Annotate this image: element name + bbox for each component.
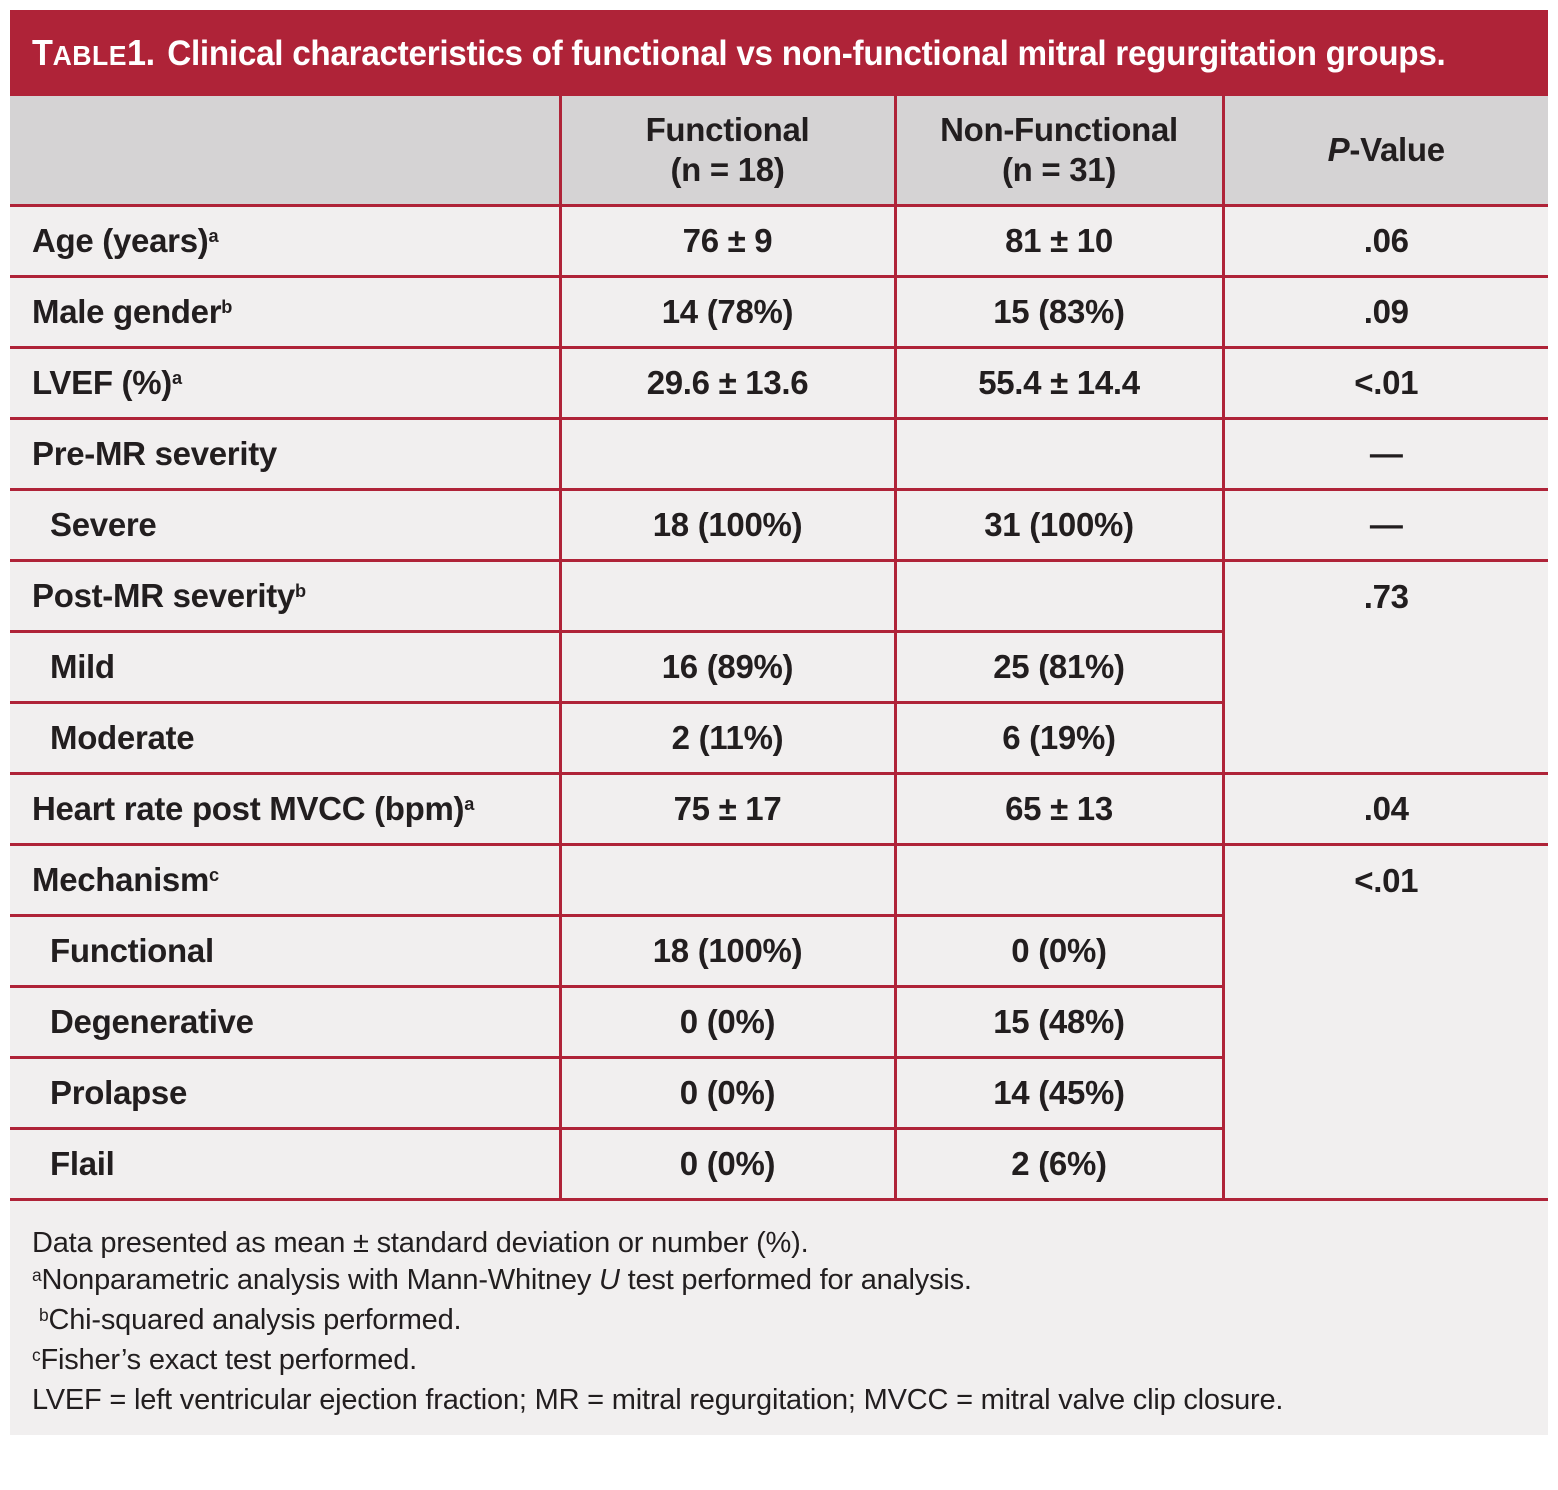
row-label-sup: b [294, 581, 306, 602]
row-label [10, 986, 560, 1057]
cell-functional [560, 418, 895, 489]
row-label [10, 418, 560, 489]
row-label-sup: a [464, 794, 475, 815]
title-table-number: 1. [126, 32, 155, 73]
cell-functional [560, 844, 895, 915]
column-header-functional [560, 96, 895, 205]
footnote-sup: b [39, 1304, 49, 1325]
row-label-text: Moderate [50, 718, 195, 756]
cell-p-value-merged: <.01 [1223, 844, 1548, 1199]
row-label-text: Age (years) [32, 221, 209, 259]
cell-functional: 2 (11%) [560, 702, 895, 773]
table-row-mechanism [10, 844, 1548, 915]
row-label-text: Severe [50, 505, 157, 543]
cell-non-functional: 25 (81%) [895, 631, 1223, 702]
column-header-row [10, 96, 1548, 205]
cell-non-functional: 31 (100%) [895, 489, 1223, 560]
footnote-fishers [32, 1342, 1528, 1382]
p-value-italic-p: P [1327, 130, 1350, 168]
column-header-p-value [1223, 96, 1548, 205]
row-label [10, 205, 560, 276]
cell-non-functional [895, 418, 1223, 489]
row-label [10, 489, 560, 560]
footnote-text: Fisher’s exact test performed. [40, 1343, 418, 1376]
cell-functional: 0 (0%) [560, 986, 895, 1057]
row-label-text: Mild [50, 647, 115, 685]
footnote-text: Data presented as mean ± standard deviation or number (%). [32, 1226, 809, 1259]
row-label-text: Degenerative [50, 1002, 254, 1040]
footnote-abbreviations [32, 1382, 1528, 1419]
cell-functional: 76 ± 9 [560, 205, 895, 276]
table-row-pre-mr-severity [10, 418, 1548, 489]
column-header-functional-n: (n = 18) [670, 150, 785, 188]
row-label-sup: c [209, 865, 219, 886]
table-row-post-mr-severity [10, 560, 1548, 631]
footnote-data-presented [32, 1225, 1528, 1262]
row-label-text: Prolapse [50, 1073, 187, 1111]
table-row-heart-rate [10, 773, 1548, 844]
row-label-text: Flail [50, 1144, 115, 1182]
row-label [10, 560, 560, 631]
footnote-nonparametric [32, 1262, 1528, 1302]
title-text: Clinical characteristics of functional vs non-functional mitral regurgitation groups. [167, 34, 1446, 73]
cell-functional: 18 (100%) [560, 915, 895, 986]
cell-p-value: .06 [1223, 205, 1548, 276]
cell-p-value-merged: .73 [1223, 560, 1548, 773]
clinical-table [10, 96, 1548, 1201]
footnote-chi-squared [32, 1302, 1528, 1342]
cell-functional: 29.6 ± 13.6 [560, 347, 895, 418]
row-label [10, 631, 560, 702]
row-label-text: Male gender [32, 292, 222, 330]
column-header-functional-name: Functional [645, 110, 810, 148]
cell-p-value: <.01 [1223, 347, 1548, 418]
cell-non-functional: 14 (45%) [895, 1057, 1223, 1128]
footnote-sup: a [32, 1264, 42, 1285]
footnote-sup: c [32, 1344, 41, 1365]
cell-functional: 18 (100%) [560, 489, 895, 560]
footnote-text: LVEF = left ventricular ejection fraction; MR = mitral regurgitation; MVCC = mitral valve clip closure. [32, 1383, 1284, 1416]
footnotes [10, 1201, 1548, 1435]
cell-non-functional: 2 (6%) [895, 1128, 1223, 1199]
row-label [10, 1057, 560, 1128]
row-label [10, 915, 560, 986]
cell-functional: 14 (78%) [560, 276, 895, 347]
column-header-empty [10, 96, 560, 205]
cell-functional [560, 560, 895, 631]
cell-non-functional [895, 844, 1223, 915]
cell-functional: 16 (89%) [560, 631, 895, 702]
table-row-male-gender [10, 276, 1548, 347]
row-label-sup: b [221, 297, 233, 318]
cell-non-functional: 6 (19%) [895, 702, 1223, 773]
cell-p-value: — [1223, 489, 1548, 560]
cell-p-value: .04 [1223, 773, 1548, 844]
cell-non-functional: 65 ± 13 [895, 773, 1223, 844]
row-label-sup: a [208, 226, 219, 247]
row-label-text: Functional [50, 931, 214, 969]
table-container [10, 10, 1548, 1435]
cell-non-functional [895, 560, 1223, 631]
cell-non-functional: 15 (48%) [895, 986, 1223, 1057]
row-label-text: LVEF (%) [32, 363, 172, 401]
footnote-text: Chi-squared analysis performed. [48, 1303, 462, 1336]
footnote-italic-u: U [599, 1263, 620, 1296]
cell-functional: 0 (0%) [560, 1057, 895, 1128]
row-label-text: Heart rate post MVCC (bpm) [32, 789, 465, 827]
column-header-non-functional-n: (n = 31) [1001, 150, 1117, 188]
row-label [10, 844, 560, 915]
cell-non-functional: 81 ± 10 [895, 205, 1223, 276]
cell-functional: 75 ± 17 [560, 773, 895, 844]
cell-functional: 0 (0%) [560, 1128, 895, 1199]
cell-non-functional: 15 (83%) [895, 276, 1223, 347]
cell-p-value: — [1223, 418, 1548, 489]
column-header-non-functional [895, 96, 1223, 205]
title-table-smallcaps: ABLE [52, 40, 127, 71]
table-row-lvef [10, 347, 1548, 418]
p-value-rest: -Value [1349, 130, 1445, 168]
cell-non-functional: 55.4 ± 14.4 [895, 347, 1223, 418]
table-row-severe [10, 489, 1548, 560]
row-label-text: Mechanism [32, 860, 210, 898]
row-label [10, 276, 560, 347]
row-label [10, 1128, 560, 1199]
footnote-text: Nonparametric analysis with Mann-Whitney [41, 1263, 599, 1296]
column-header-non-functional-name: Non-Functional [940, 110, 1178, 148]
footnote-text: test performed for analysis. [619, 1263, 972, 1296]
row-label [10, 702, 560, 773]
title-table-initial: T [32, 32, 53, 73]
row-label [10, 347, 560, 418]
cell-non-functional: 0 (0%) [895, 915, 1223, 986]
row-label [10, 773, 560, 844]
row-label-text: Post-MR severity [32, 576, 295, 614]
row-label-sup: a [171, 368, 182, 389]
table-title-bar [10, 10, 1548, 96]
cell-p-value: .09 [1223, 276, 1548, 347]
row-label-text: Pre-MR severity [32, 434, 277, 472]
table-row-age [10, 205, 1548, 276]
table-title [32, 32, 1446, 74]
